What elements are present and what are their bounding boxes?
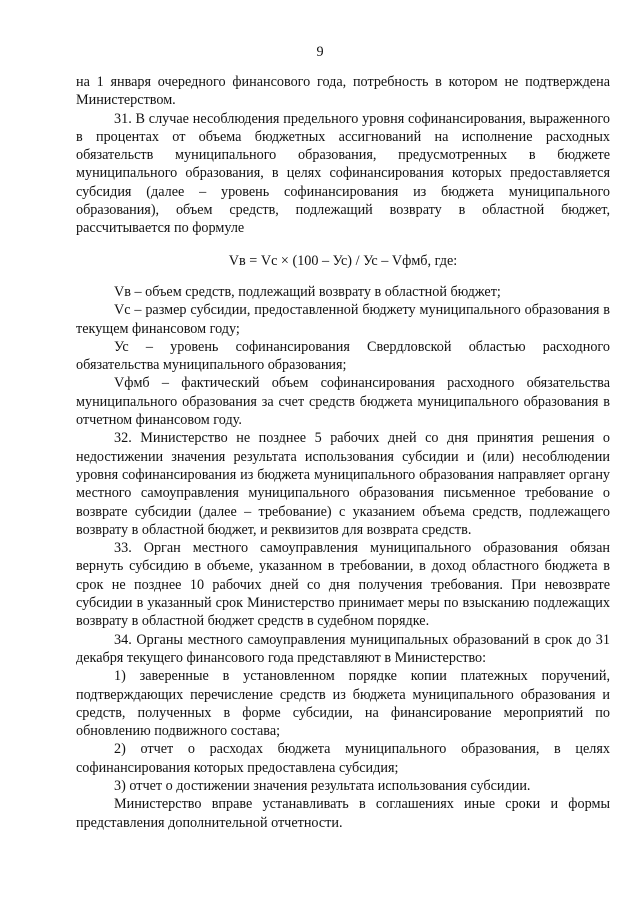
document-body (76, 73, 610, 832)
definition-vfmb: Vфмб – фактический объем софинансирования расходного обязательства муниципального образования за счет средств бюджета муниципального образования в отчетном финансовом году. (76, 375, 610, 429)
definition-vc: Vс – размер субсидии, предоставленной бюджету муниципального образования в текущем финансовом году; (76, 302, 610, 337)
formula: Vв = Vс × (100 – Ус) / Ус – Vфмб, где: (228, 252, 458, 269)
paragraph-final: Министерство вправе устанавливать в соглашениях иные сроки и формы представления дополнительной отчетности. (76, 796, 610, 831)
paragraph-34-item-2: 2) отчет о расходах бюджета муниципального образования, в целях софинансирования которых предоставлена субсидия; (76, 741, 610, 776)
paragraph-32: 32. Министерство не позднее 5 рабочих дней со дня принятия решения о недостижении значения результата использования субсидии и (или) несоблюдении уровня софинансирования из бюджета муниципального образования направляет органу местного самоуправления муниципального образования письменное требование о возврате субсидии (далее – требование) с указанием объема средств, подлежащего возврату в областной бюджет, и реквизитов для возврата средств. (76, 430, 610, 538)
paragraph-33: 33. Орган местного самоуправления муниципального образования обязан вернуть субсидию в объеме, указанном в требовании, в доход областного бюджета в срок не позднее 10 рабочих дней со дня получения требования. При невозврате субсидии в указанный срок Министерство принимает меры по взысканию подлежащих возврату в областной бюджет средств в судебном порядке. (76, 540, 610, 630)
paragraph-34: 34. Органы местного самоуправления муниципальных образований в срок до 31 декабря текущего финансового года представляют в Министерство: (76, 631, 610, 666)
page-number: 9 (316, 44, 324, 60)
paragraph-34-item-3: 3) отчет о достижении значения результата использования субсидии. (114, 777, 531, 794)
paragraph-continuation: на 1 января очередного финансового года, потребность в котором не подтверждена Министерством. (76, 74, 610, 109)
paragraph-31: 31. В случае несоблюдения предельного уровня софинансирования, выраженного в процентах от объема бюджетных ассигнований на исполнение расходных обязательств муниципального образования, предусмотренных в бюджете муниципального образования, в целях софинансирования которых предоставляется субсидия (далее – уровень софинансирования из бюджета муниципального образования), объем средств, подлежащий возврату в областной бюджет, рассчитывается по формуле (76, 110, 610, 237)
definition-vv: Vв – объем средств, подлежащий возврату в областной бюджет; (114, 283, 501, 300)
definition-uc: Ус – уровень софинансирования Свердловской областью расходного обязательства муниципального образования; (76, 338, 610, 374)
paragraph-34-item-1: 1) заверенные в установленном порядке копии платежных поручений, подтверждающих перечисление средств из бюджета муниципального образования и средств, полученных в форме субсидии, на финансирование мероприятий по обновлению подвижного состава; (76, 668, 610, 740)
